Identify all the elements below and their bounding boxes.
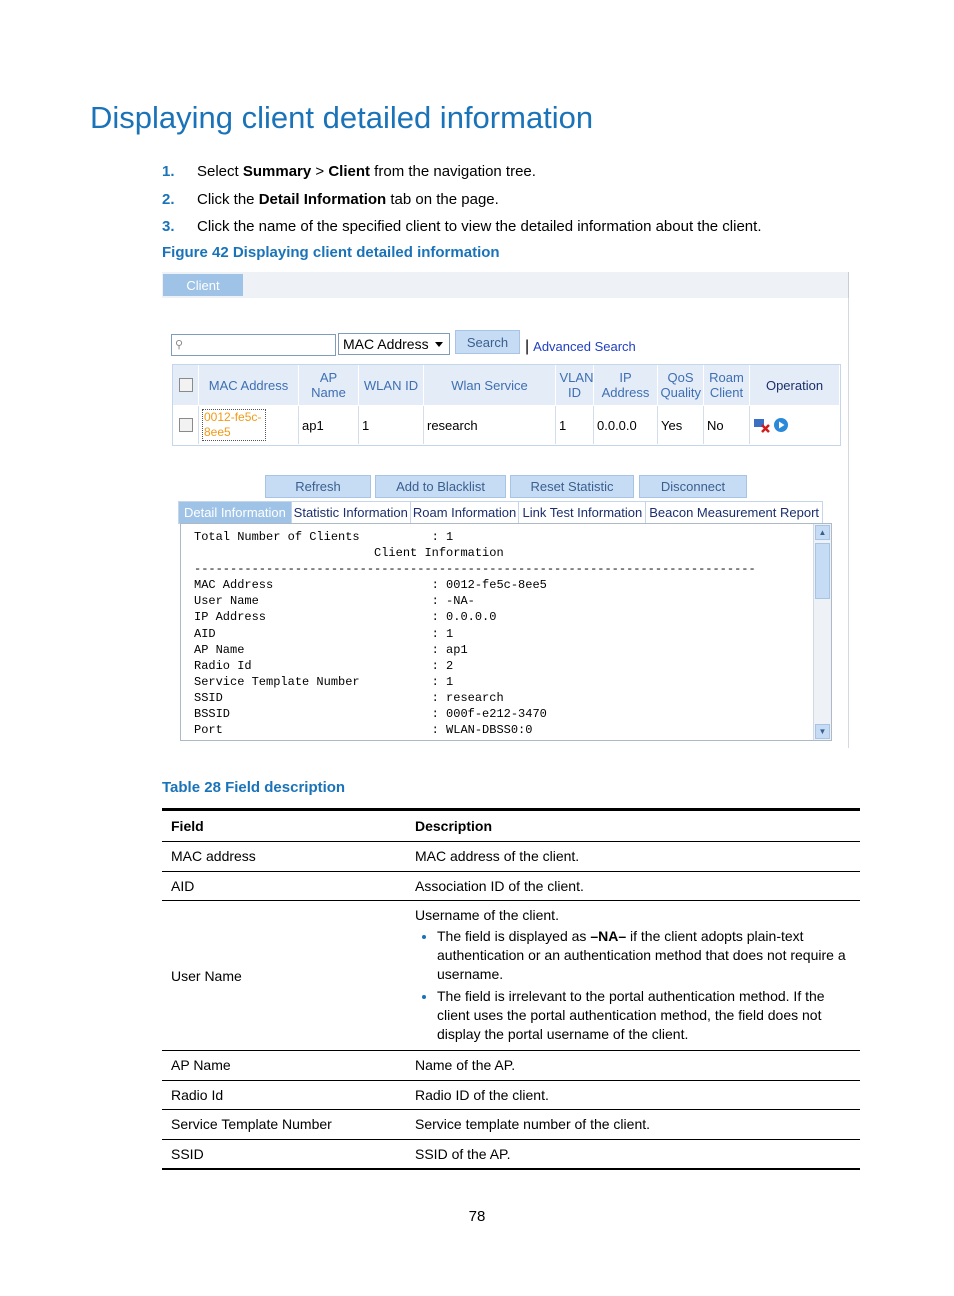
field-cell: MAC address — [162, 842, 406, 872]
bullet-list — [415, 927, 851, 1044]
reset-statistic-button[interactable]: Reset Statistic — [510, 475, 634, 498]
step-text: Click the name of the specified client to view the detailed information about the client. — [197, 218, 762, 236]
search-button[interactable]: Search — [455, 330, 520, 354]
cell-roam: No — [704, 406, 750, 444]
detail-subtabs — [178, 501, 823, 524]
table-row — [162, 1110, 860, 1140]
tab-statistic-information[interactable]: Statistic Information — [292, 502, 411, 523]
tab-roam-information[interactable]: Roam Information — [411, 502, 520, 523]
table-row — [162, 842, 860, 872]
search-icon: ⚲ — [175, 339, 184, 351]
description-text: Username of the client. — [415, 907, 559, 923]
cell-wlan-id: 1 — [359, 406, 424, 444]
cell-ap-name: ap1 — [299, 406, 359, 444]
field-cell: User Name — [162, 901, 406, 1051]
page-heading: Displaying client detailed information — [90, 100, 594, 135]
step-number: 1. — [162, 163, 175, 181]
table-row — [162, 1139, 860, 1169]
step-text: Select Summary > Client from the navigation tree. — [197, 163, 536, 181]
col-wlan-id: WLAN ID — [359, 365, 424, 405]
step-number: 3. — [162, 218, 175, 236]
search-filter-select[interactable] — [338, 333, 450, 355]
cell-ip: 0.0.0.0 — [594, 406, 658, 444]
select-all-cell — [173, 365, 199, 405]
step-number: 2. — [162, 190, 175, 208]
field-description-table — [162, 808, 860, 1170]
separator: | — [525, 338, 530, 355]
tab-client[interactable]: Client — [163, 274, 243, 296]
tab-beacon-measurement-report[interactable]: Beacon Measurement Report — [649, 505, 820, 520]
bullet-item: • The field is displayed as –NA– if the client adopts plain-text authentication or an authentication method that does not require a username. — [437, 927, 851, 984]
operation-icons — [753, 417, 789, 433]
row-select-cell — [173, 406, 199, 444]
scroll-thumb[interactable] — [815, 543, 830, 599]
field-cell: Service Template Number — [162, 1110, 406, 1140]
scrollbar[interactable] — [813, 524, 831, 740]
add-to-blacklist-button[interactable]: Add to Blacklist — [375, 475, 506, 498]
tab-link-test-information[interactable]: Link Test Information — [519, 502, 646, 523]
table-header-row — [162, 810, 860, 842]
cell-operation — [750, 406, 840, 444]
steps-list — [162, 158, 762, 241]
table-row — [162, 871, 860, 901]
disconnect-icon[interactable] — [753, 417, 771, 433]
table-row — [162, 901, 860, 1051]
description-cell: MAC address of the client. — [406, 842, 860, 872]
field-cell: AID — [162, 871, 406, 901]
col-operation: Operation — [750, 365, 840, 405]
field-cell: Radio Id — [162, 1080, 406, 1110]
scroll-down-icon[interactable]: ▼ — [815, 724, 830, 739]
scroll-up-icon[interactable]: ▲ — [815, 525, 830, 540]
search-input[interactable] — [171, 334, 336, 356]
col-wlan-service: Wlan Service — [424, 365, 556, 405]
page-number: 78 — [468, 1208, 486, 1225]
row-checkbox[interactable] — [179, 418, 193, 432]
description-cell: Name of the AP. — [406, 1051, 860, 1081]
field-cell: AP Name — [162, 1051, 406, 1081]
advanced-search-link[interactable]: Advanced Search — [533, 339, 636, 354]
col-roam-client: Roam Client — [704, 365, 750, 405]
tab-detail-information[interactable]: Detail Information — [179, 502, 292, 523]
client-mac-link[interactable]: 0012-fe5c-8ee5 — [202, 409, 266, 441]
header-field: Field — [162, 810, 406, 842]
client-table — [172, 364, 841, 446]
step-1 — [162, 158, 762, 186]
description-cell: SSID of the AP. — [406, 1139, 860, 1169]
description-cell: Service template number of the client. — [406, 1110, 860, 1140]
step-2 — [162, 186, 762, 214]
table-caption: Table 28 Field description — [162, 779, 346, 796]
select-all-checkbox[interactable] — [179, 378, 193, 392]
field-cell: SSID — [162, 1139, 406, 1169]
search-filter-value: MAC Address — [343, 336, 429, 352]
figure-caption: Figure 42 Displaying client detailed information — [162, 244, 500, 261]
col-vlan-id: VLAN ID — [556, 365, 594, 405]
cell-wlan-service: research — [424, 406, 556, 444]
table-row — [162, 1051, 860, 1081]
advanced-search-link-wrap — [525, 338, 636, 356]
col-ap-name: AP Name — [299, 365, 359, 405]
col-ip-address: IP Address — [594, 365, 658, 405]
chevron-down-icon — [435, 342, 443, 347]
description-cell: Radio ID of the client. — [406, 1080, 860, 1110]
description-cell: Association ID of the client. — [406, 871, 860, 901]
table-row — [162, 1080, 860, 1110]
step-3 — [162, 213, 762, 241]
disconnect-button[interactable]: Disconnect — [639, 475, 747, 498]
cell-vlan-id: 1 — [556, 406, 594, 444]
cell-mac — [199, 406, 299, 444]
col-qos-quality: QoS Quality — [658, 365, 704, 405]
col-mac-address: MAC Address — [199, 365, 299, 405]
divider — [848, 298, 849, 748]
bullet-item: • The field is irrelevant to the portal authentication method. If the client uses the portal authentication method, the field does not display the portal username of the client. — [437, 987, 851, 1044]
screenshot-figure — [162, 272, 850, 748]
cell-qos: Yes — [658, 406, 704, 444]
play-icon[interactable] — [773, 417, 789, 433]
header-description: Description — [406, 810, 860, 842]
description-cell — [406, 901, 860, 1051]
console-text: Total Number of Clients : 1 Client Information ------------------------------------------------------------------------------ MAC Address : 0012-fe5c-8ee5 User Name : -NA- IP Address : 0.0.0.0 AID : 1 AP Name : ap1 Radio Id : 2 Service Template Number : 1 SSID : research BSSID : 000f-e212-3470 Port : WLAN-DBSS0:0 — [194, 530, 756, 738]
client-info-console — [180, 523, 832, 741]
step-text: Click the Detail Information tab on the page. — [197, 190, 499, 208]
refresh-button[interactable]: Refresh — [265, 475, 371, 498]
tab-bar — [162, 272, 849, 298]
